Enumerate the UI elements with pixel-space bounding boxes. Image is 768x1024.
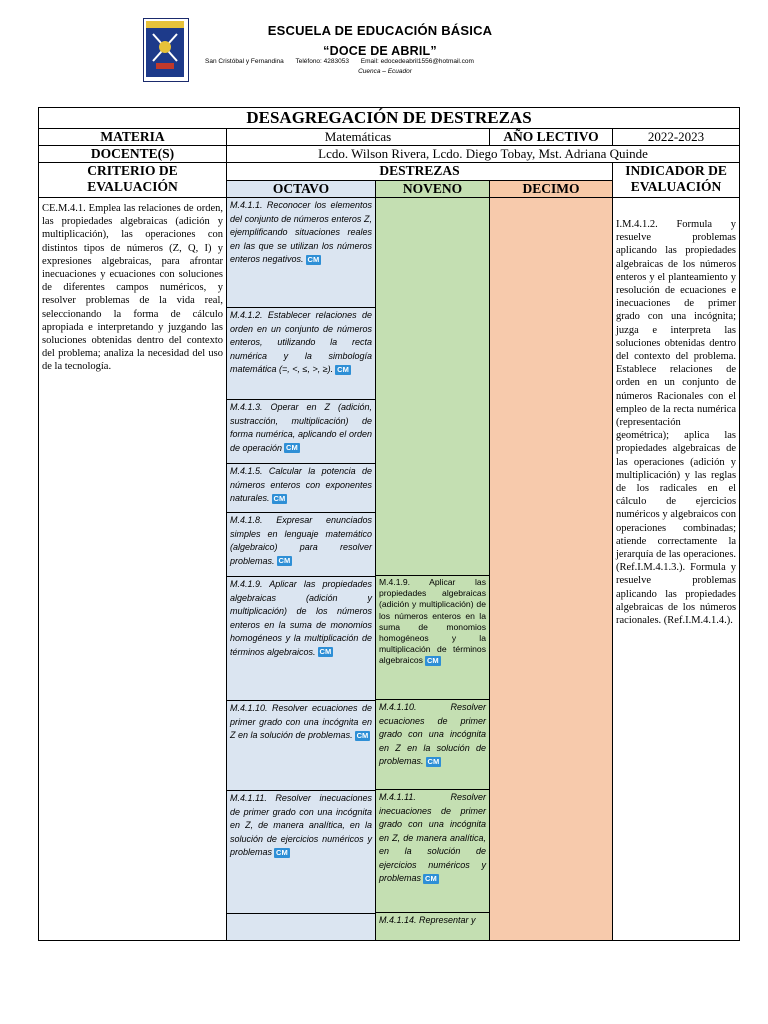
school-logo [143,18,189,82]
school-contact [205,58,575,65]
document-header [0,0,768,100]
cm-badge-icon[interactable]: CM [276,847,288,857]
school-location: San Cristóbal y Fernandina [205,58,284,65]
school-phone: Teléfono: 4283053 [295,58,349,65]
cm-badge-icon[interactable]: CM [356,730,369,740]
cm-badge-icon[interactable]: CM [427,756,440,766]
school-name: ESCUELA DE EDUCACIÓN BÁSICA [267,23,493,38]
octavo-skill: M.4.1.8. Expresar enunciados simples en lenguaje matemático (algebraico) para resolver problemas. CM [227,513,375,577]
octavo-skill: M.4.1.3. Operar en Z (adición, sustracción, multiplicación) de forma numérica, aplicando el orden de operación CM [227,400,375,464]
cm-badge-icon[interactable]: CM [425,873,437,883]
destrezas-label: DESTREZAS [227,163,613,181]
criterio-label: CRITERIO DE EVALUACIÓN [39,163,227,198]
docente-value: Lcdo. Wilson Rivera, Lcdo. Diego Tobay, Mst. Adriana Quinde [227,146,740,163]
octavo-header: OCTAVO [227,180,376,198]
noveno-empty-area [376,198,489,576]
octavo-skills-column [227,198,376,941]
anio-lectivo-label: AÑO LECTIVO [490,129,613,146]
decimo-skills-column [490,198,613,941]
noveno-header: NOVENO [376,180,490,198]
octavo-skill: M.4.1.5. Calcular la potencia de números enteros con exponentes naturales. CM [227,464,375,513]
cm-badge-icon[interactable]: CM [426,656,439,666]
criterio-text: CE.M.4.1. Emplea las relaciones de orden, las propiedades algebraicas (adición y multiplicación), las operaciones con distintos tipos de números (Z, Q, I) y expresiones algebraicas, para afrontar inecuaciones y ecuaciones con soluciones de diferentes campos numéricos, y resolver problemas de la vida real, seleccionando la forma de cálculo apropiada e interpretando y juzgando las soluciones obtenidas dentro del contexto del problema; analiza la necesidad del uso de la tecnología. [39,198,227,941]
octavo-skill: M.4.1.11. Resolver inecuaciones de primer grado con una incógnita en Z, de manera analítica, en la solución de ejercicios numéricos y problemas CM [227,791,375,914]
cm-badge-icon[interactable]: CM [273,493,286,503]
cm-badge-icon[interactable]: CM [307,254,320,264]
skills-table [38,107,740,941]
octavo-skill: M.4.1.9. Aplicar las propiedades algebraicas (adición y multiplicación) de los números enteros en la suma de monomios homogéneos y la multiplicación de términos algebraicos. CM [227,577,375,701]
cm-badge-icon[interactable]: CM [337,364,349,374]
noveno-skills-column [376,198,490,941]
noveno-skill: M.4.1.14. Representar y [379,915,476,925]
school-email: Email: edocedeabril1556@hotmail.com [360,58,474,65]
indicador-text: I.M.4.1.2. Formula y resuelve problemas aplicando las propiedades algebraicas de los números enteros y el planteamiento y resolución de ecuaciones e inecuaciones de primer grado con una incógnita; juzga e interpreta las soluciones obtenidas dentro del contexto del problema. Establece relaciones de orden en un conjunto de números Racionales con el empleo de la recta numérica (representación geométrica); aplica las propiedades algebraicas de las operaciones (adición y multiplicación) y las reglas de los radicales en el cálculo de ejercicios numéricos y algebraicos con operaciones combinadas; atiende correctamente la jerarquía de las operaciones. (Ref.I.M.4.1.3.). Formula y resuelve problemas aplicando las propiedades algebraicas de los números racionales. (Ref.I.M.4.1.4.). [613,198,740,941]
docente-label: DOCENTE(S) [39,146,227,163]
octavo-skill: M.4.1.1. Reconocer los elementos del conjunto de números enteros Z, ejemplificando situaciones reales en las que se utilizan los números enteros negativos. CM [227,198,375,308]
school-subname: “DOCE DE ABRIL” [323,44,437,58]
materia-label: MATERIA [39,129,227,146]
school-city: Cuenca – Ecuador [358,68,412,75]
noveno-skill: M.4.1.9. Aplicar las propiedades algebraicas (adición y multiplicación) de los números enteros en la suma de monomios homogéneos y la multiplicación de términos algebraicos CM [376,576,489,700]
noveno-skill: M.4.1.10. Resolver ecuaciones de primer grado con una incógnita en Z en la solución de problemas. CM [376,700,489,790]
cm-badge-icon[interactable]: CM [319,647,332,657]
cm-badge-icon[interactable]: CM [278,556,291,566]
octavo-skill: M.4.1.10. Resolver ecuaciones de primer grado con una incógnita en Z en la solución de problemas. CM [227,701,375,791]
indicador-label: INDICADOR DE EVALUACIÓN [613,163,740,198]
octavo-skill: M.4.1.2. Establecer relaciones de orden en un conjunto de números enteros, utilizando la recta numérica y la simbología matemática (=, <, ≤, >, ≥). CM [227,308,375,400]
materia-value: Matemáticas [227,129,490,146]
noveno-skill: M.4.1.11. Resolver inecuaciones de primer grado con una incógnita en Z, de manera analítica, en la solución de ejercicios numéricos y problemas CM [376,790,489,913]
decimo-header: DECIMO [490,180,613,198]
anio-lectivo-value: 2022-2023 [613,129,740,146]
table-title: DESAGREGACIÓN DE DESTREZAS [39,108,740,129]
cm-badge-icon[interactable]: CM [286,443,298,453]
